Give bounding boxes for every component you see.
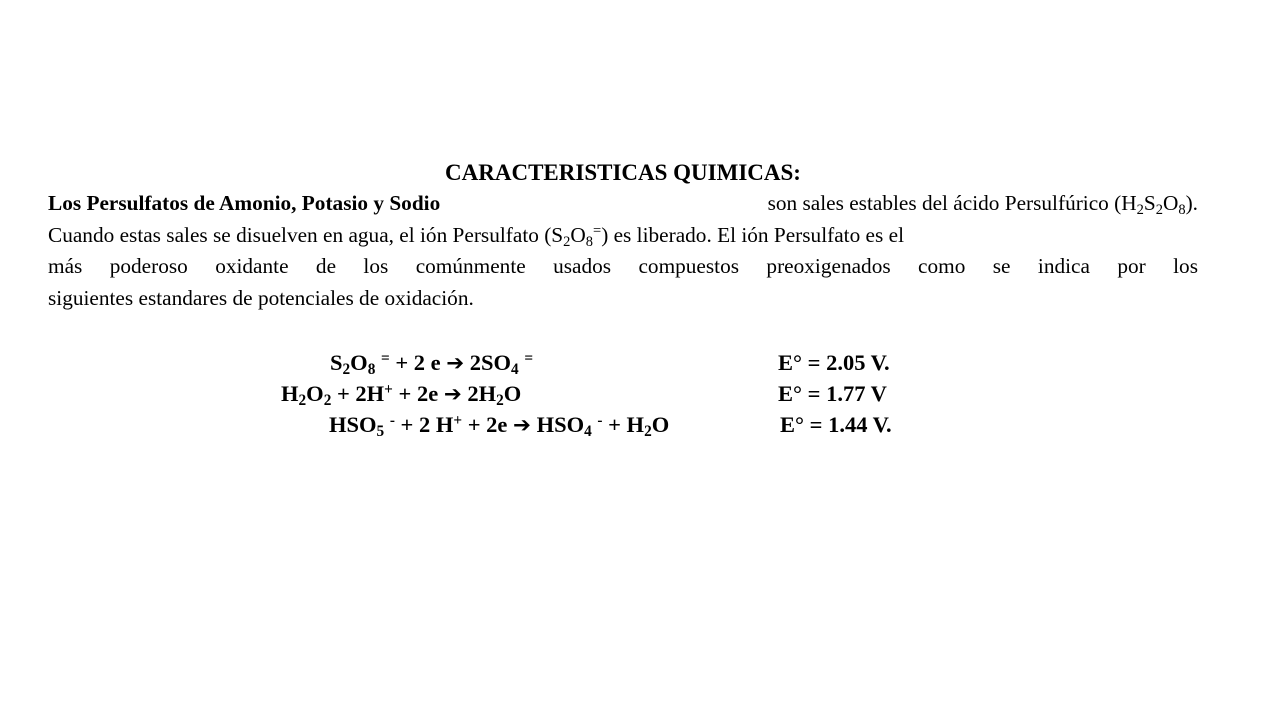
section-title: CARACTERISTICAS QUIMICAS: — [445, 160, 801, 185]
line-2-text: Cuando estas sales se disuelven en agua, el ión Persulfato $(S_2O_8^=)$ es liberado. El ión Persulfato es el — [48, 222, 904, 250]
bold-lead-text: Los Persulfatos de Amonio, Potasio y Sodio — [48, 191, 441, 215]
reaction-3-potential: E° = 1.44 V. — [780, 412, 892, 437]
reaction-1-equation: $S_2O_8$ = + 2 e ➔ $2SO_4$ = — [330, 350, 534, 379]
paragraph-line-3: más poderoso oxidante de los comúnmente usados compuestos preoxigenados como se indica por los — [48, 254, 1198, 278]
reaction-3-equation: $HSO_5$ - + 2 H+ + 2e ➔ $HSO_4$ $^- + H_2O$ — [329, 412, 670, 441]
description-paragraph — [48, 188, 1198, 314]
paragraph-line-1 — [48, 188, 1198, 220]
reaction-2-equation: $H_2O_2 + 2H^+ + 2e$ ➔ $2H_2O$ — [281, 381, 522, 410]
line-1-text: son sales estables del ácido Persulfúrico $(H_2S_2O_8)$. — [767, 191, 1198, 219]
paragraph-line-2 — [48, 220, 1198, 252]
paragraph-line-4: siguientes estandares de potenciales de oxidación. — [48, 285, 474, 310]
reaction-1-potential: E° = 2.05 V. — [778, 350, 890, 375]
reaction-2-potential: E° = 1.77 V — [778, 381, 887, 406]
arrow-right-icon: ➔ — [446, 351, 465, 376]
arrow-right-icon: ➔ — [513, 413, 531, 438]
arrow-right-icon: ➔ — [443, 382, 462, 407]
